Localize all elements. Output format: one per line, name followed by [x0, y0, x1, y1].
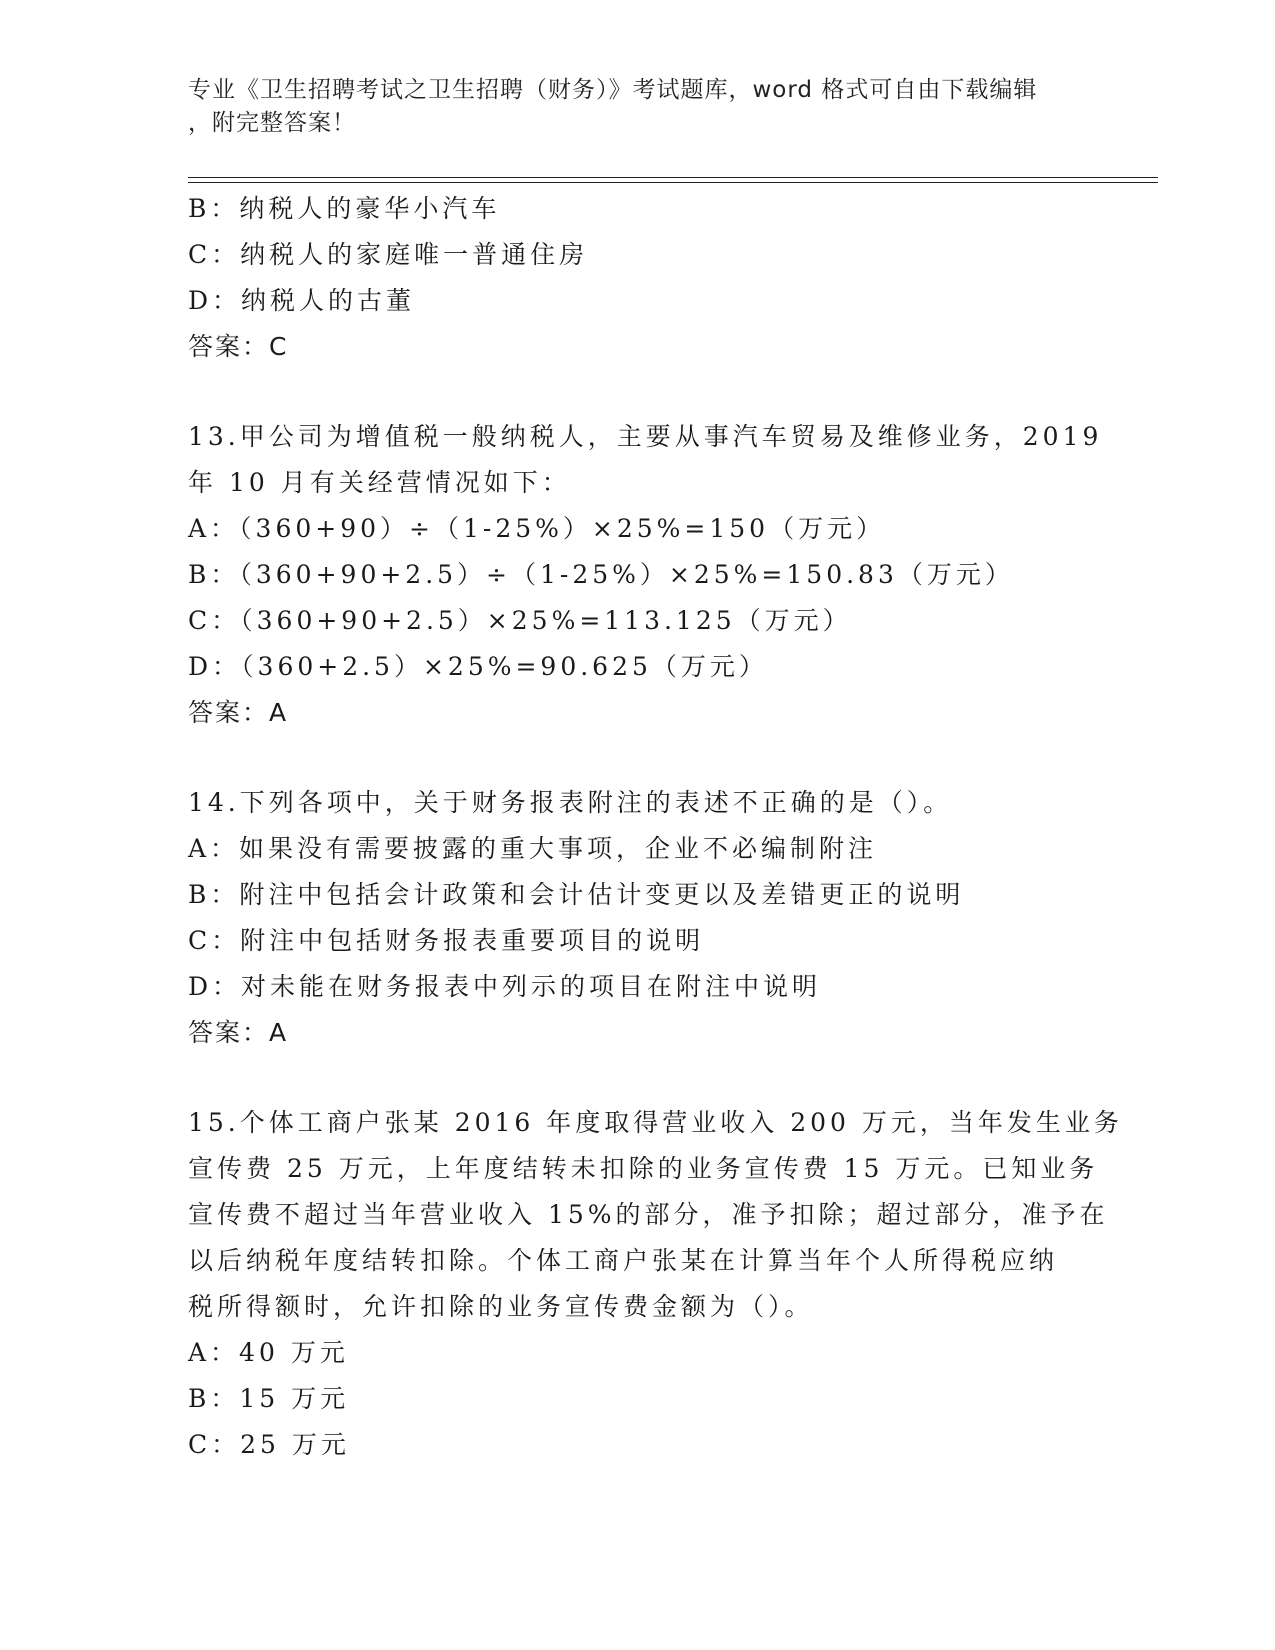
option-c: C：（360+90+2.5）×25%=113.125（万元） [188, 606, 852, 635]
document-body [188, 186, 1123, 1468]
question-stem: 税所得额时，允许扣除的业务宣传费金额为（）。 [188, 1292, 814, 1321]
option-a: A：（360+90）÷（1-25%）×25%=150（万元） [188, 514, 886, 543]
option-c: C：纳税人的家庭唯一普通住房 [188, 240, 589, 269]
option-c: C：附注中包括财务报表重要项目的说明 [188, 926, 705, 955]
question-12 [188, 186, 1088, 370]
spacer [188, 736, 1088, 780]
header-line-2: ，附完整答案！ [188, 110, 356, 136]
answer: 答案：A [188, 698, 289, 727]
question-stem: 宣传费 25 万元，上年度结转未扣除的业务宣传费 15 万元。已知业务 [188, 1154, 1099, 1183]
option-d: D：对未能在财务报表中列示的项目在附注中说明 [188, 972, 822, 1001]
header-divider-bottom [188, 182, 1158, 183]
spacer [188, 1056, 1088, 1100]
question-stem: 15.个体工商户张某 2016 年度取得营业收入 200 万元，当年发生业务 [188, 1108, 1123, 1137]
question-15 [188, 1100, 1123, 1468]
option-c: C：25 万元 [188, 1430, 350, 1459]
option-b: B：纳税人的豪华小汽车 [188, 194, 501, 223]
question-stem: 宣传费不超过当年营业收入 15%的部分，准予扣除；超过部分，准予在 [188, 1200, 1109, 1229]
document-header [188, 74, 1088, 140]
option-b: B：15 万元 [188, 1384, 350, 1413]
question-stem: 以后纳税年度结转扣除。个体工商户张某在计算当年个人所得税应纳 [188, 1246, 1059, 1275]
option-b: B：（360+90+2.5）÷（1-25%）×25%=150.83（万元） [188, 560, 1014, 589]
spacer [188, 370, 1088, 414]
header-line-1: 专业《卫生招聘考试之卫生招聘（财务）》考试题库，word 格式可自由下载编辑 [188, 77, 1038, 103]
option-d: D：（360+2.5）×25%=90.625（万元） [188, 652, 768, 681]
answer: 答案：C [188, 332, 289, 361]
option-a: A：如果没有需要披露的重大事项，企业不必编制附注 [188, 834, 878, 863]
question-stem: 14.下列各项中，关于财务报表附注的表述不正确的是（）。 [188, 788, 953, 817]
question-stem: 13.甲公司为增值税一般纳税人，主要从事汽车贸易及维修业务，2019 [188, 422, 1103, 451]
header-divider-top [188, 177, 1158, 178]
answer: 答案：A [188, 1018, 289, 1047]
question-stem: 年 10 月有关经营情况如下： [188, 468, 571, 497]
option-b: B：附注中包括会计政策和会计估计变更以及差错更正的说明 [188, 880, 965, 909]
option-d: D：纳税人的古董 [188, 286, 416, 315]
question-13 [188, 414, 1103, 736]
option-a: A：40 万元 [188, 1338, 349, 1367]
question-14 [188, 780, 1088, 1056]
